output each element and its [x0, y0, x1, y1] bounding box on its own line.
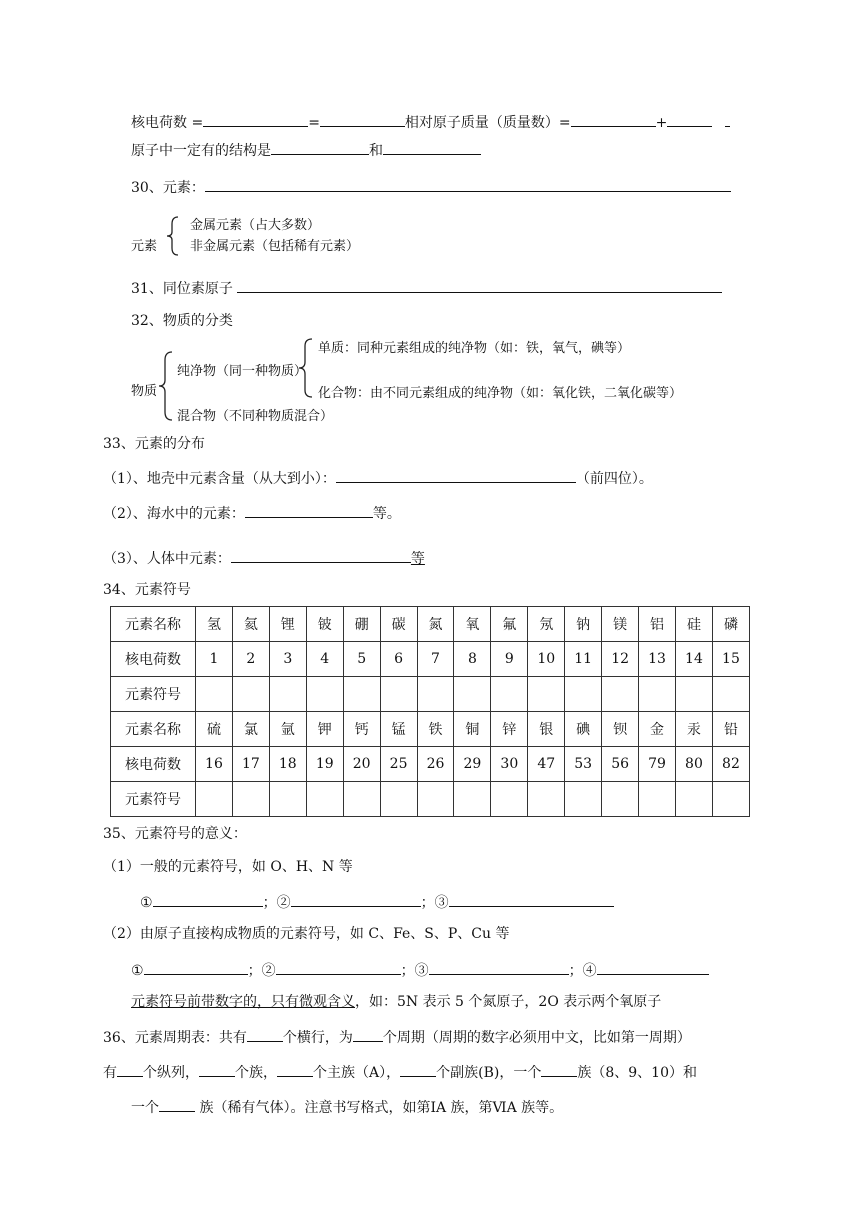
nuclear-charge-cell: 20	[343, 747, 380, 782]
blank-1[interactable]	[203, 111, 308, 127]
q35-note-rest: ，如：5N 表示 5 个氮原子，2O 表示两个氧原子	[355, 994, 662, 1010]
element-symbol-cell[interactable]	[712, 677, 749, 712]
q36-text-6: 个族，	[235, 1065, 277, 1081]
nuclear-charge-cell: 9	[491, 642, 528, 677]
element-name-cell: 氦	[232, 607, 269, 642]
nonmetal-elements-label: 非金属元素（包括稀有元素）	[190, 239, 360, 254]
nuclear-charge-cell: 6	[380, 642, 417, 677]
q36-text-11: 族（稀有气体）。注意书写格式，如第ⅠA 族，第ⅥA 族等。	[195, 1100, 564, 1116]
element-name-cell: 氖	[528, 607, 565, 642]
nuclear-charge-cell: 25	[380, 747, 417, 782]
q34-line: 34、元素符号	[103, 582, 191, 598]
nuclear-charge-cell: 12	[602, 642, 639, 677]
sep: ；	[247, 963, 262, 979]
nuclear-charge-cell: 14	[675, 642, 712, 677]
element-name-cell: 铝	[639, 607, 676, 642]
matter-root-label: 物质	[131, 384, 158, 399]
nuclear-charge-cell: 8	[454, 642, 491, 677]
element-name-cell: 锂	[269, 607, 306, 642]
element-name-cell: 钡	[602, 712, 639, 747]
q36-text-3: 个周期（周期的数字必须用中文，比如第一周期）	[382, 1030, 691, 1046]
nuclear-charge-row-header: 核电荷数	[111, 747, 196, 782]
element-name-cell: 铜	[454, 712, 491, 747]
element-symbol-row-header: 元素符号	[111, 782, 196, 817]
nuclear-charge-cell: 30	[491, 747, 528, 782]
element-name-cell: 汞	[675, 712, 712, 747]
element-symbol-cell[interactable]	[232, 677, 269, 712]
q36-blank-sub-groups[interactable]	[400, 1061, 436, 1077]
nuclear-charge-cell: 56	[602, 747, 639, 782]
element-name-cell: 氮	[417, 607, 454, 642]
q36-blank-group0[interactable]	[159, 1096, 195, 1112]
q36-text-8: 个副族(B)，一个	[436, 1065, 542, 1081]
element-symbol-cell[interactable]	[343, 782, 380, 817]
q30-line	[131, 176, 731, 198]
nuclear-charge-cell: 80	[675, 747, 712, 782]
compound-label: 化合物：由不同元素组成的纯净物（如：氧化铁，二氧化碳等）	[318, 386, 683, 401]
element-name-row-header: 元素名称	[111, 607, 196, 642]
q30-label: 30、元素：	[131, 180, 205, 196]
atom-structure-label: 原子中一定有的结构是	[131, 143, 271, 159]
q36-text-4: 有	[103, 1065, 117, 1081]
element-symbol-cell[interactable]	[417, 782, 454, 817]
element-symbol-cell[interactable]	[639, 677, 676, 712]
nuclear-charge-cell: 3	[269, 642, 306, 677]
q33-item1-blank[interactable]	[336, 467, 576, 483]
nuclear-charge-cell: 1	[196, 642, 233, 677]
q35-2-blank-1[interactable]	[144, 959, 248, 975]
element-symbol-row	[111, 677, 750, 712]
element-name-row	[111, 712, 750, 747]
q35-1-blank-3[interactable]	[449, 891, 614, 907]
circle-4: ④	[582, 963, 597, 979]
element-name-cell: 磷	[712, 607, 749, 642]
element-name-cell: 硫	[196, 712, 233, 747]
nuclear-charge-row-header: 核电荷数	[111, 642, 196, 677]
q33-line: 33、元素的分布	[103, 436, 205, 452]
q36-text-9: 族（8、9、10）和	[577, 1065, 697, 1081]
q35-note-underlined: 元素符号前带数字的，只有微观含义	[131, 994, 355, 1010]
nuclear-charge-cell: 53	[565, 747, 602, 782]
element-name-cell: 铍	[306, 607, 343, 642]
element-name-cell: 硅	[675, 607, 712, 642]
element-symbol-cell[interactable]	[196, 677, 233, 712]
q35-1-blank-1[interactable]	[153, 891, 263, 907]
pure-brace-icon	[298, 337, 314, 399]
element-name-cell: 钙	[343, 712, 380, 747]
blank-2[interactable]	[320, 111, 405, 127]
element-symbol-cell[interactable]	[417, 677, 454, 712]
element-name-cell: 钠	[565, 607, 602, 642]
element-name-cell: 金	[639, 712, 676, 747]
blank-6[interactable]	[383, 139, 481, 155]
q31-label: 31、同位素原子	[131, 281, 233, 297]
circle-2: ②	[276, 895, 291, 911]
q36-blank-group8[interactable]	[541, 1061, 577, 1077]
metal-elements-label: 金属元素（占大多数）	[190, 218, 321, 233]
element-symbol-cell[interactable]	[380, 782, 417, 817]
plus-sign: +	[655, 115, 668, 131]
q35-item1-answers	[140, 891, 614, 913]
q33-item2	[103, 502, 401, 524]
nuclear-charge-cell: 79	[639, 747, 676, 782]
q33-item2-blank[interactable]	[245, 502, 373, 518]
q32-line: 32、物质的分类	[131, 313, 233, 329]
sep: ；	[262, 895, 277, 911]
element-name-cell: 氯	[232, 712, 269, 747]
circle-1: ①	[140, 895, 153, 911]
q36-text-5: 个纵列，	[143, 1065, 199, 1081]
nuclear-charge-cell: 18	[269, 747, 306, 782]
nuclear-charge-cell: 29	[454, 747, 491, 782]
element-name-cell: 硼	[343, 607, 380, 642]
element-symbol-cell[interactable]	[565, 782, 602, 817]
element-symbol-cell[interactable]	[454, 677, 491, 712]
element-name-cell: 锰	[380, 712, 417, 747]
elements-brace-icon	[166, 216, 182, 256]
and-label: 和	[369, 143, 383, 159]
q30-blank[interactable]	[205, 176, 731, 192]
q36-line3	[131, 1096, 563, 1118]
element-symbol-cell[interactable]	[528, 782, 565, 817]
q35-item2-answers	[131, 959, 709, 981]
nuclear-charge-cell: 11	[565, 642, 602, 677]
q36-line1	[103, 1026, 691, 1048]
element-symbol-cell[interactable]	[380, 677, 417, 712]
elements-root-label: 元素	[131, 239, 158, 254]
nuclear-charge-cell: 10	[528, 642, 565, 677]
nuclear-charge-row	[111, 747, 750, 782]
element-symbol-row	[111, 782, 750, 817]
element-name-cell: 氩	[269, 712, 306, 747]
nuclear-charge-cell: 17	[232, 747, 269, 782]
nuclear-charge-cell: 26	[417, 747, 454, 782]
q31-line	[131, 277, 722, 299]
q35-item1: （1）一般的元素符号，如 O、H、N 等	[103, 859, 353, 875]
nuclear-charge-cell: 15	[712, 642, 749, 677]
q33-item1	[103, 467, 653, 489]
circle-2: ②	[261, 963, 276, 979]
element-symbol-cell[interactable]	[528, 677, 565, 712]
q36-line2	[103, 1061, 697, 1083]
mixture-label: 混合物（不同种物质混合）	[177, 409, 334, 424]
atom-structure-line	[131, 139, 481, 161]
q35-2-blank-3[interactable]	[429, 959, 569, 975]
element-name-cell: 氢	[196, 607, 233, 642]
nuclear-charge-cell: 4	[306, 642, 343, 677]
element-name-cell: 铁	[417, 712, 454, 747]
element-name-cell: 银	[528, 712, 565, 747]
nuclear-charge-cell: 13	[639, 642, 676, 677]
q35-note	[131, 992, 661, 1012]
element-symbol-cell[interactable]	[269, 677, 306, 712]
q33-item3	[103, 547, 425, 569]
nuclear-charge-cell: 47	[528, 747, 565, 782]
nuclear-charge-cell: 2	[232, 642, 269, 677]
element-symbol-cell[interactable]	[712, 782, 749, 817]
element-symbol-cell[interactable]	[565, 677, 602, 712]
q36-blank-periods[interactable]	[353, 1026, 383, 1042]
sep: ；	[420, 895, 435, 911]
q36-blank-main-groups[interactable]	[277, 1061, 313, 1077]
element-symbol-cell[interactable]	[639, 782, 676, 817]
circle-3: ③	[434, 895, 449, 911]
q36-text-2: 个横行，为	[282, 1030, 353, 1046]
nuclear-charge-label: 核电荷数 =	[131, 115, 204, 131]
q36-blank-columns[interactable]	[117, 1061, 143, 1077]
element-name-cell: 氧	[454, 607, 491, 642]
circle-1: ①	[131, 963, 144, 979]
element-name-cell: 锌	[491, 712, 528, 747]
element-symbol-table	[110, 606, 750, 817]
nuclear-charge-cell: 5	[343, 642, 380, 677]
q36-text-1: 36、元素周期表：共有	[103, 1030, 247, 1046]
q33-item2-label: （2）、海水中的元素：	[103, 506, 245, 522]
element-name-cell: 碳	[380, 607, 417, 642]
element-symbol-cell[interactable]	[196, 782, 233, 817]
blank-4[interactable]	[667, 111, 712, 127]
element-name-cell: 碘	[565, 712, 602, 747]
element-symbol-cell[interactable]	[675, 782, 712, 817]
q36-text-7: 个主族（A），	[313, 1065, 401, 1081]
nuclear-charge-line	[131, 111, 712, 133]
element-symbol-cell[interactable]	[454, 782, 491, 817]
nuclear-charge-cell: 82	[712, 747, 749, 782]
nuclear-charge-cell: 16	[196, 747, 233, 782]
element-name-cell: 钾	[306, 712, 343, 747]
q33-item3-label: （3）、人体中元素：	[103, 551, 231, 567]
blank-5[interactable]	[271, 139, 369, 155]
q33-item1-suffix: （前四位）。	[575, 471, 653, 487]
q33-item1-label: （1）、地壳中元素含量（从大到小）：	[103, 471, 336, 487]
q35-item2: （2）由原子直接构成物质的元素符号，如 C、Fe、S、P、Cu 等	[103, 926, 510, 942]
q35-2-blank-4[interactable]	[597, 959, 709, 975]
element-symbol-cell[interactable]	[232, 782, 269, 817]
element-symbol-cell[interactable]	[491, 677, 528, 712]
q35-1-blank-2[interactable]	[291, 891, 421, 907]
q33-item3-blank[interactable]	[231, 547, 411, 563]
matter-brace-icon	[158, 350, 174, 422]
q35-line: 35、元素符号的意义：	[103, 826, 247, 842]
element-name-cell: 镁	[602, 607, 639, 642]
element-symbol-cell[interactable]	[306, 782, 343, 817]
q36-text-10: 一个	[131, 1100, 159, 1116]
element-symbol-cell[interactable]	[675, 677, 712, 712]
element-symbol-cell[interactable]	[269, 782, 306, 817]
element-name-row	[111, 607, 750, 642]
nuclear-charge-cell: 19	[306, 747, 343, 782]
relative-mass-label: 相对原子质量（质量数）=	[404, 115, 571, 131]
equals-sign: =	[308, 115, 320, 131]
blank-3[interactable]	[571, 111, 656, 127]
q31-blank[interactable]	[237, 277, 722, 293]
element-name-row-header: 元素名称	[111, 712, 196, 747]
element-symbol-cell[interactable]	[491, 782, 528, 817]
element-name-cell: 氟	[491, 607, 528, 642]
nuclear-charge-row	[111, 642, 750, 677]
circle-3: ③	[414, 963, 429, 979]
element-name-cell: 铅	[712, 712, 749, 747]
q36-blank-groups[interactable]	[199, 1061, 235, 1077]
sep: ；	[400, 963, 415, 979]
element-symbol-cell[interactable]	[306, 677, 343, 712]
q33-item3-suffix: 等	[410, 551, 425, 567]
element-symbol-cell[interactable]	[343, 677, 380, 712]
q35-2-blank-2[interactable]	[276, 959, 401, 975]
nuclear-charge-cell: 7	[417, 642, 454, 677]
tiny-mark	[725, 126, 730, 127]
q36-blank-rows[interactable]	[247, 1026, 283, 1042]
simple-substance-label: 单质：同种元素组成的纯净物（如：铁，氧气，碘等）	[318, 341, 631, 356]
element-symbol-cell[interactable]	[602, 782, 639, 817]
element-symbol-cell[interactable]	[602, 677, 639, 712]
q33-item2-suffix: 等。	[372, 506, 401, 522]
sep: ；	[568, 963, 583, 979]
element-symbol-row-header: 元素符号	[111, 677, 196, 712]
pure-substance-label: 纯净物（同一种物质）	[177, 364, 308, 379]
